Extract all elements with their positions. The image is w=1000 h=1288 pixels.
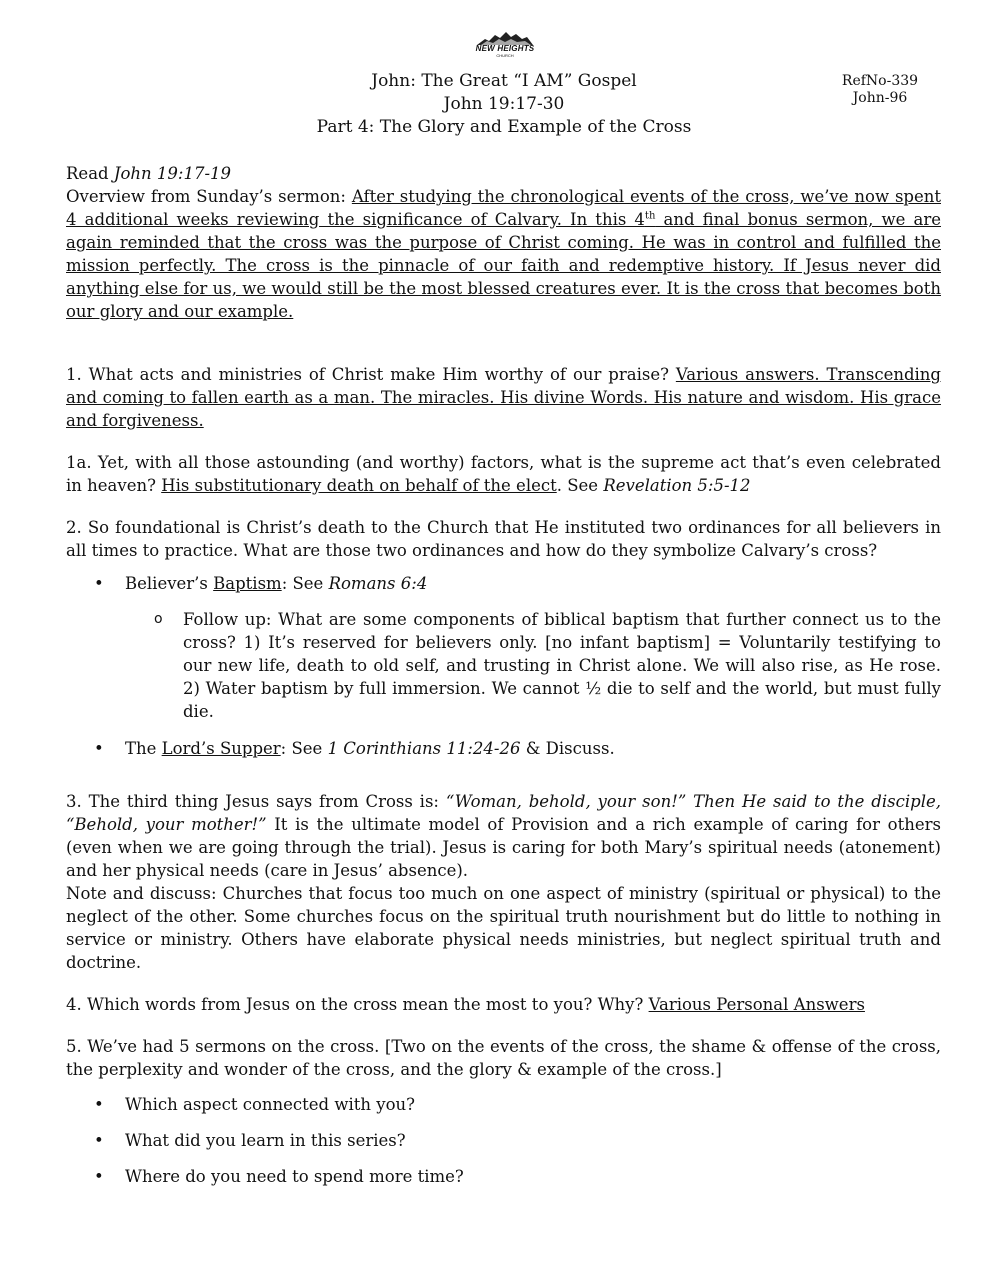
part-title: Part 4: The Glory and Example of the Cross — [316, 117, 692, 137]
logo-sub: CHURCH — [496, 53, 514, 58]
list-item: • Where do you need to spend more time? — [66, 1165, 941, 1188]
reference-block — [830, 73, 930, 107]
question-1a: 1a. Yet, with all those astounding (and worthy) factors, what is the supreme act that’s even celebrated in heaven? His substitutionary death on behalf of the elect. See Revelation 5:5-12 — [66, 453, 941, 495]
cross-quote: “Woman, behold, your son!” Then He said to the disciple, “Behold, your mother!” — [66, 792, 941, 834]
baptism-followup: o Follow up: What are some components of biblical baptism that further connect us to the cross? 1) It’s reserved for believers only. [no infant baptism] = Voluntarily testifying to our new life, death to old self, and trusting in Christ alone. We will also rise, as He rose. 2) Water baptism by full immersion. We cannot ½ die to self and the world, but must fully die. — [66, 608, 941, 723]
read-line: Read John 19:17-19 — [66, 164, 232, 183]
read-passage: John 19:17-19 — [113, 164, 232, 183]
page-title: John: The Great “I AM” Gospel — [371, 71, 637, 91]
question-4: 4. Which words from Jesus on the cross mean the most to you? Why? Various Personal Answers — [66, 995, 865, 1014]
question-3: 3. The third thing Jesus says from Cross is: “Woman, behold, your son!” Then He said to the disciple, “Behold, your mother!” It is the ultimate model of Provision and a rich example of caring for others (even when we are going through the trial). Jesus is caring for both Mary’s spiritual needs (atonement) and her physical needs (care in Jesus’ absence). — [66, 792, 941, 880]
passage-title: John 19:17-30 — [443, 94, 565, 114]
answer-1a: His substitutionary death on behalf of the elect — [161, 476, 557, 495]
title-block — [250, 70, 758, 139]
ordinance-list-2 — [66, 737, 941, 760]
list-item-baptism: • Believer’s Baptism: See Romans 6:4 — [66, 572, 941, 595]
overview-text: After studying the chronological events of the cross, we’ve now spent 4 additional weeks reviewing the significance of Calvary. In this 4th and final bonus sermon, we are again reminded that the cross was the purpose of Christ coming. He was in control and fulfilled the mission perfectly. The cross is the pinnacle of our faith and redemptive history. If Jesus never did anything else for us, we would still be the most blessed creatures ever. It is the cross that becomes both our glory and our example. — [66, 187, 941, 321]
question-2: 2. So foundational is Christ’s death to the Church that He instituted two ordinances for all believers in all times to practice. What are those two ordinances and how do they symbolize Calvary’s cross? — [66, 518, 941, 560]
question-1: 1. What acts and ministries of Christ make Him worthy of our praise? Various answers. Transcending and coming to fallen earth as a man. The miracles. His divine Words. His nature and wisdom. His grace and forgiveness. — [66, 365, 941, 430]
church-logo — [470, 30, 540, 66]
answer-4: Various Personal Answers — [648, 995, 865, 1014]
list-item: • Which aspect connected with you? — [66, 1093, 941, 1116]
ref-john: John-96 — [852, 90, 908, 106]
ordinance-list — [66, 572, 941, 595]
question-3-note: Note and discuss: Churches that focus too much on one aspect of ministry (spiritual or physical) to the neglect of the other. Some churches focus on the spiritual truth nourishment but do little to nothing in service or ministry. Others have elaborate physical needs ministries, but neglect spiritual truth and doctrine. — [66, 884, 941, 972]
logo-name: NEW HEIGHTS — [475, 44, 535, 53]
ref-number: RefNo-339 — [841, 73, 919, 89]
reflection-list — [66, 1093, 941, 1188]
list-item-lords-supper: • The Lord’s Supper: See 1 Corinthians 11:24-26 & Discuss. — [66, 737, 941, 760]
study-content — [66, 162, 941, 1201]
answer-1: Various answers. Transcending and coming to fallen earth as a man. The miracles. His divine Words. His nature and wisdom. His grace and forgiveness. — [66, 365, 941, 430]
overview-paragraph: Overview from Sunday’s sermon: After studying the chronological events of the cross, we’ve now spent 4 additional weeks reviewing the significance of Calvary. In this 4th and final bonus sermon, we are again reminded that the cross was the purpose of Christ coming. He was in control and fulfilled the mission perfectly. The cross is the pinnacle of our faith and redemptive history. If Jesus never did anything else for us, we would still be the most blessed creatures ever. It is the cross that becomes both our glory and our example. — [66, 187, 941, 321]
question-5: 5. We’ve had 5 sermons on the cross. [Two on the events of the cross, the shame & offense of the cross, the perplexity and wonder of the cross, and the glory & example of the cross.] — [66, 1037, 941, 1079]
list-item: • What did you learn in this series? — [66, 1129, 941, 1152]
